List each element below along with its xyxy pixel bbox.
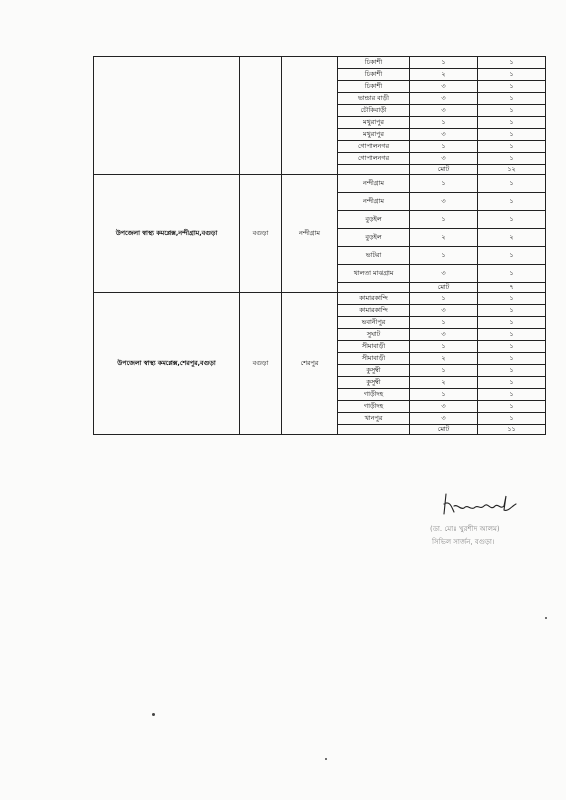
count-a-cell: ৩ [410,105,478,117]
count-a-cell: ৩ [410,153,478,165]
union-cell: কামারকান্দি [338,293,410,305]
union-cell: গাড়ীদহ [338,389,410,401]
count-b-cell: ১ [478,193,546,211]
union-cell: চিকাশী [338,57,410,69]
blank-cell [338,425,410,435]
count-a-cell: ৩ [410,193,478,211]
union-cell: গাড়ীদহ [338,401,410,413]
district-cell: বগুড়া [240,175,282,293]
count-a-cell: ৩ [410,129,478,141]
signatory-name: (ডা. মোঃ খুরশীদ আলম) [430,525,500,533]
count-b-cell: ১ [478,247,546,265]
count-a-cell: ৩ [410,413,478,425]
count-a-cell: ৩ [410,305,478,317]
union-cell: চৌকিবাড়ী [338,105,410,117]
count-b-cell: ১ [478,293,546,305]
count-a-cell: ১ [410,57,478,69]
union-cell: বুড়ইল [338,229,410,247]
count-a-cell: ৩ [410,401,478,413]
table-row [94,293,546,305]
union-cell: গোপালনগর [338,141,410,153]
count-a-cell: ১ [410,247,478,265]
count-a-cell: ৩ [410,93,478,105]
count-a-cell: ২ [410,353,478,365]
count-b-cell: ১ [478,341,546,353]
count-a-cell: ১ [410,211,478,229]
table-row [94,175,546,193]
total-value: ১১ [478,425,546,435]
total-label: মোট [410,283,478,293]
count-a-cell: ১ [410,117,478,129]
count-a-cell: ২ [410,69,478,81]
union-cell: কুসুম্বী [338,377,410,389]
count-a-cell: ২ [410,377,478,389]
count-b-cell: ১ [478,317,546,329]
union-cell: কুসুম্বী [338,365,410,377]
upazila-cell [282,57,338,175]
count-a-cell: ৩ [410,265,478,283]
union-cell: সুঘাট [338,329,410,341]
count-a-cell: ১ [410,293,478,305]
count-a-cell: ১ [410,365,478,377]
union-cell: মথুরাপুর [338,117,410,129]
count-b-cell: ১ [478,57,546,69]
upazila-cell: শেরপুর [282,293,338,435]
union-cell: চিকাশী [338,69,410,81]
count-b-cell: ২ [478,229,546,247]
speck [152,713,155,716]
count-a-cell: ৩ [410,81,478,93]
count-b-cell: ১ [478,305,546,317]
count-a-cell: ১ [410,389,478,401]
signatory-title: সিভিল সার্জন, বগুড়া। [432,538,495,546]
blank-cell [338,283,410,293]
count-a-cell: ১ [410,175,478,193]
institution-cell: উপজেলা স্বাস্থ্য কমপ্লেক্স,শেরপুর,বগুড়া [94,293,240,435]
union-cell: মথুরাপুর [338,129,410,141]
count-a-cell: ৩ [410,329,478,341]
total-value: ৭ [478,283,546,293]
count-b-cell: ১ [478,81,546,93]
count-b-cell: ১ [478,175,546,193]
count-b-cell: ১ [478,365,546,377]
district-cell: বগুড়া [240,293,282,435]
count-a-cell: ১ [410,141,478,153]
count-b-cell: ১ [478,211,546,229]
count-b-cell: ১ [478,153,546,165]
data-table [93,56,546,435]
union-cell: ভবানীপুর [338,317,410,329]
count-a-cell: ২ [410,229,478,247]
count-b-cell: ১ [478,389,546,401]
union-cell: ভান্ডার বাড়ী [338,93,410,105]
upazila-cell: নন্দীগ্রাম [282,175,338,293]
count-b-cell: ১ [478,401,546,413]
count-b-cell: ১ [478,353,546,365]
union-cell: গোপালনগর [338,153,410,165]
count-b-cell: ১ [478,329,546,341]
union-cell: চিকাশী [338,81,410,93]
union-cell: নন্দীগ্রাম [338,193,410,211]
union-cell: নন্দীগ্রাম [338,175,410,193]
count-b-cell: ১ [478,413,546,425]
union-cell: খানপুর [338,413,410,425]
count-b-cell: ১ [478,141,546,153]
count-b-cell: ১ [478,69,546,81]
table-row [94,57,546,69]
count-b-cell: ১ [478,93,546,105]
union-cell: সীমাবাড়ী [338,353,410,365]
count-b-cell: ১ [478,117,546,129]
union-cell: সীমাবাড়ী [338,341,410,353]
count-b-cell: ১ [478,377,546,389]
total-label: মোট [410,165,478,175]
signature-mark [440,490,530,520]
union-cell: কামারকান্দি [338,305,410,317]
count-b-cell: ১ [478,105,546,117]
count-b-cell: ১ [478,129,546,141]
speck [325,758,327,760]
count-a-cell: ১ [410,341,478,353]
union-cell: ভাটরা [338,247,410,265]
blank-cell [338,165,410,175]
count-a-cell: ১ [410,317,478,329]
union-cell: থালতা মাঝগ্রাম [338,265,410,283]
district-cell [240,57,282,175]
speck [545,617,547,619]
count-b-cell: ১ [478,265,546,283]
total-value: ১২ [478,165,546,175]
union-cell: বুড়ইল [338,211,410,229]
total-label: মোট [410,425,478,435]
institution-cell [94,57,240,175]
institution-cell: উপজেলা স্বাস্থ্য কমপ্লেক্স,নন্দীগ্রাম,বগুড়া [94,175,240,293]
